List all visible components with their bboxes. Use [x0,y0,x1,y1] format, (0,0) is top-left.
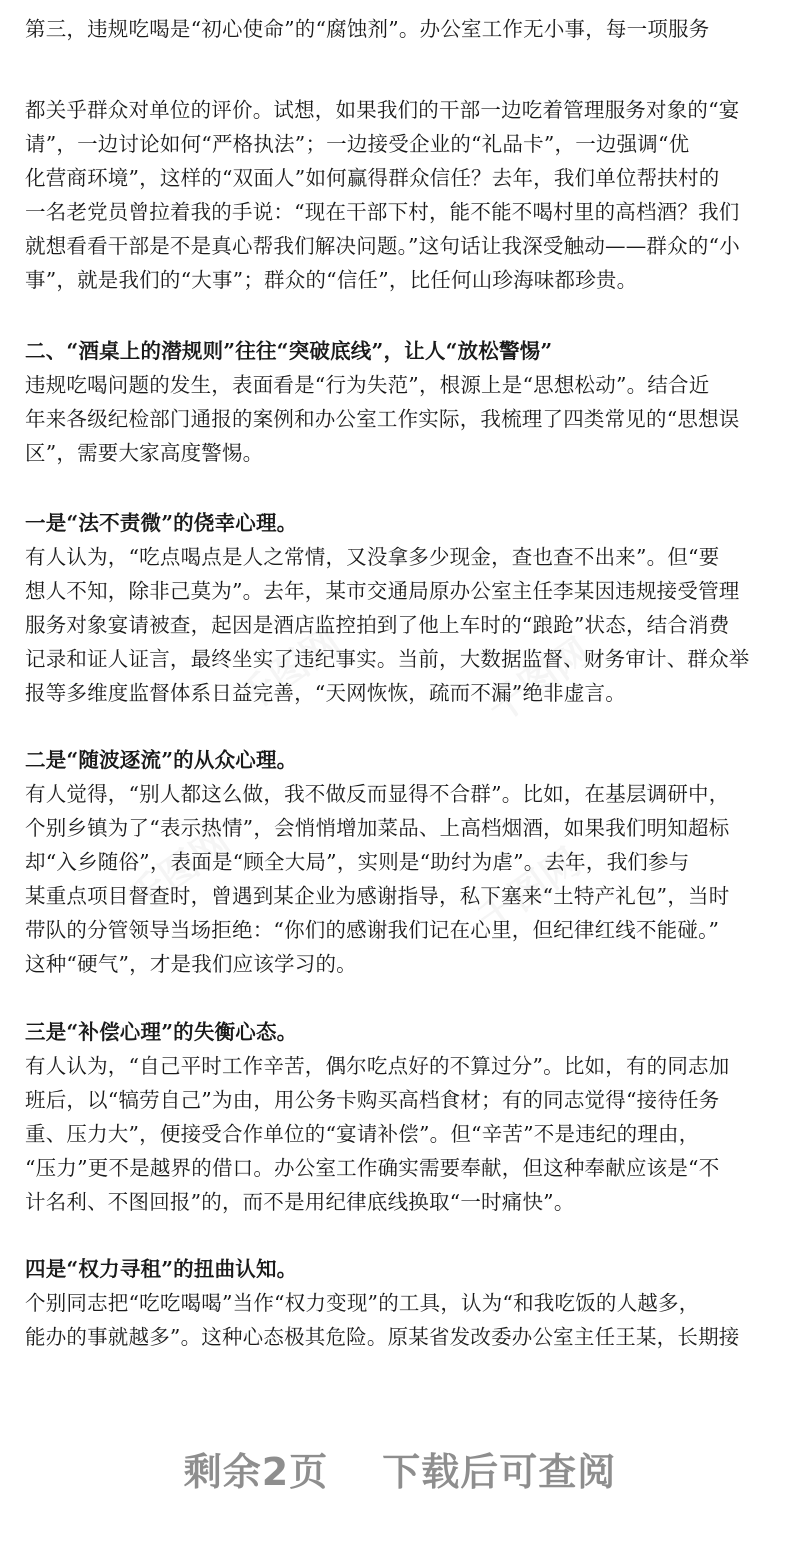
paragraph-line: 能办的事就越多”。这种心态极其危险。原某省发改委办公室主任王某，长期接 [25,1325,740,1349]
paragraph-line: 这种“硬气”，才是我们应该学习的。 [25,952,357,976]
paragraph-line: 区”，需要大家高度警惕。 [25,441,264,465]
subsection-heading: 三是“补偿心理”的失衡心态。 [25,1020,298,1044]
paragraph-line: 报等多维度监督体系日益完善，“天网恢恢，疏而不漏”绝非虚言。 [25,681,626,705]
paragraph-line: 第三，违规吃喝是“初心使命”的“腐蚀剂”。办公室工作无小事，每一项服务 [25,17,710,41]
subsection-heading: 四是“权力寻租”的扭曲认知。 [25,1257,298,1281]
watermark: 千图网 [469,839,589,942]
subsection-heading: 一是“法不责微”的侥幸心理。 [25,511,298,535]
paragraph-line: 个别同志把“吃吃喝喝”当作“权力变现”的工具，认为“和我吃饭的人越多， [25,1291,700,1315]
paragraph-line: 服务对象宴请被查，起因是酒店监控拍到了他上车时的“踉跄”状态，结合消费 [25,613,730,637]
paragraph-line: 想人不知，除非己莫为”。去年，某市交通局原办公室主任李某因违规接受管理 [25,579,740,603]
paragraph-line: 化营商环境”，这样的“双面人”如何赢得群众信任？去年，我们单位帮扶村的 [25,166,720,190]
paragraph-line: 事”，就是我们的“大事”；群众的“信任”，比任何山珍海味都珍贵。 [25,268,638,292]
paragraph-line: 都关乎群众对单位的评价。试想，如果我们的干部一边吃着管理服务对象的“宴 [25,98,740,122]
paragraph-line: 年来各级纪检部门通报的案例和办公室工作实际，我梳理了四类常见的“思想误 [25,407,740,431]
watermark: 千图网 [119,819,239,922]
paragraph-line: 班后，以“犒劳自己”为由，用公务卡购买高档食材；有的同志觉得“接待任务 [25,1088,720,1112]
section-heading: 二、“酒桌上的潜规则”往往“突破底线”，让人“放松警惕” [25,339,553,363]
subsection-heading: 二是“随波逐流”的从众心理。 [25,748,298,772]
paragraph-line: 带队的分管领导当场拒绝：“你们的感谢我们记在心里，但纪律红线不能碰。” [25,918,720,942]
paragraph-line: 计名利、不图回报”的，而不是用纪律底线换取“一时痛快”。 [25,1190,575,1214]
paragraph-line: 重、压力大”，便接受合作单位的“宴请补偿”。但“辛苦”不是违纪的理由， [25,1122,700,1146]
paragraph-line: 个别乡镇为了“表示热情”，会悄悄增加菜品、上高档烟酒，如果我们明知超标 [25,816,730,840]
paragraph-line: 记录和证人证言，最终坐实了违纪事实。当前，大数据监督、财务审计、群众举 [25,647,750,671]
remaining-pages-label[interactable]: 剩余2页 [183,1449,329,1494]
paragraph-line: 就想看看干部是不是真心帮我们解决问题。”这句话让我深受触动——群众的“小 [25,234,740,258]
paragraph-line: 有人认为，“吃点喝点是人之常情，又没拿多少现金，查也查不出来”。但“要 [25,545,720,569]
watermark: 千图网 [479,629,599,732]
watermark: 千图网 [229,619,349,722]
download-to-view-link[interactable]: 下载后可查阅 [382,1449,617,1494]
paragraph-line: “压力”更不是越界的借口。办公室工作确实需要奉献，但这种奉献应该是“不 [25,1156,720,1180]
paragraph-line: 一名老党员曾拉着我的手说：“现在干部下村，能不能不喝村里的高档酒？我们 [25,200,740,224]
paragraph-line: 却“入乡随俗”，表面是“顾全大局”，实则是“助纣为虐”。去年，我们参与 [25,850,690,874]
paragraph-line: 某重点项目督查时，曾遇到某企业为感谢指导，私下塞来“土特产礼包”，当时 [25,884,730,908]
paragraph-line: 有人认为，“自己平时工作辛苦，偶尔吃点好的不算过分”。比如，有的同志加 [25,1054,730,1078]
paragraph-line: 违规吃喝问题的发生，表面看是“行为失范”，根源上是“思想松动”。结合近 [25,373,710,397]
download-prompt [0,1438,800,1498]
paragraph-line: 有人觉得，“别人都这么做，我不做反而显得不合群”。比如，在基层调研中， [25,782,730,806]
paragraph-line: 请”，一边讨论如何“严格执法”；一边接受企业的“礼品卡”，一边强调“优 [25,132,690,156]
